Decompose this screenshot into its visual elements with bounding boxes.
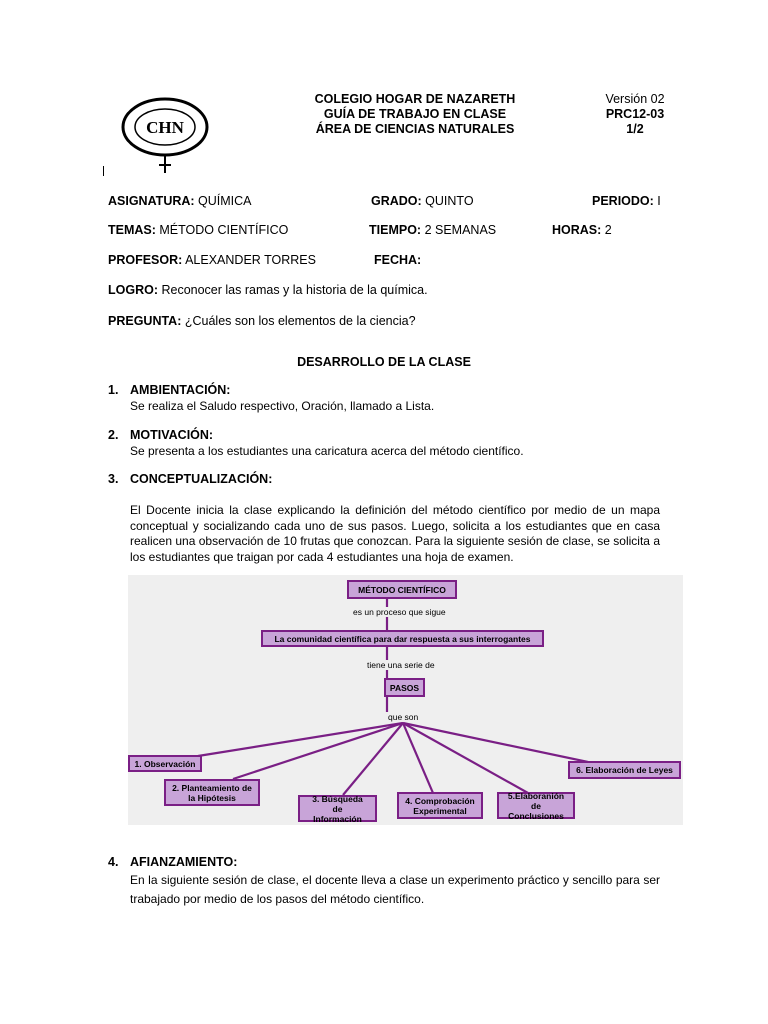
section-4-title: AFIANZAMIENTO:	[130, 855, 238, 869]
concept-map	[128, 575, 683, 825]
section-3-title: CONCEPTUALIZACIÓN:	[130, 472, 273, 486]
map-step-5: 5.Elaboranión de Conclusiones	[497, 792, 575, 819]
periodo-row	[592, 194, 661, 208]
section-3-text: El Docente inicia la clase explicando la definición del método científico por medio de un mapa conceptual y socializando cada uno de sus pasos. Luego, solicita a los estudiantes que en casa realicen una observación de 10 frutas que conozcan. Para la siguiente sesión de clase, se solicita a los estudiantes que traigan por cada 4 estudiantes una hoja de examen.	[130, 503, 660, 564]
school-name: COLEGIO HOGAR DE NAZARETH	[314, 92, 516, 106]
temas-label: TEMAS:	[108, 223, 156, 237]
temas-row	[108, 223, 288, 237]
profesor-value: ALEXANDER TORRES	[182, 253, 316, 267]
guide-title: GUÍA DE TRABAJO EN CLASE	[323, 107, 507, 121]
section-1-title: AMBIENTACIÓN:	[130, 383, 231, 397]
map-community-node: La comunidad científica para dar respuesta a sus interrogantes	[261, 630, 544, 647]
logro-label: LOGRO:	[108, 283, 158, 297]
asignatura-value: QUÍMICA	[194, 194, 252, 208]
desarrollo-title: DESARROLLO DE LA CLASE	[297, 355, 471, 369]
pregunta-value: ¿Cuáles son los elementos de la ciencia?	[181, 314, 416, 328]
map-root-node: MÉTODO CIENTÍFICO	[347, 580, 457, 599]
map-link-1: es un proceso que sigue	[350, 607, 449, 617]
tiempo-value: 2 SEMANAS	[421, 223, 497, 237]
profesor-row	[108, 253, 316, 267]
version: Versión 02	[605, 92, 665, 106]
page-number: 1/2	[626, 122, 644, 136]
map-step-3: 3. Búsqueda de Información	[298, 795, 377, 822]
logro-row	[108, 283, 428, 297]
pregunta-label: PREGUNTA:	[108, 314, 182, 328]
map-pasos-node: PASOS	[384, 678, 425, 697]
tiempo-label: TIEMPO:	[369, 223, 422, 237]
map-link-3: que son	[385, 712, 421, 722]
grado-label: GRADO:	[371, 194, 422, 208]
section-3-number: 3.	[108, 472, 119, 486]
horas-value: 2	[601, 223, 612, 237]
school-logo	[118, 95, 213, 175]
map-step-1: 1. Observación	[128, 755, 202, 772]
fecha-label: FECHA:	[374, 253, 422, 267]
asignatura-label: ASIGNATURA:	[108, 194, 195, 208]
periodo-value: I	[653, 194, 661, 208]
map-step-6: 6. Elaboración de Leyes	[568, 761, 681, 779]
section-2-number: 2.	[108, 428, 119, 442]
profesor-label: PROFESOR:	[108, 253, 183, 267]
map-step-4: 4. Comprobación Experimental	[397, 792, 483, 819]
logo-initials: CHN	[146, 118, 184, 137]
periodo-label: PERIODO:	[592, 194, 654, 208]
section-4-number: 4.	[108, 855, 119, 869]
section-4-text: En la siguiente sesión de clase, el docente lleva a clase un experimento práctico y sencillo para ser trabajado por medio de los pasos del método científico.	[130, 873, 660, 906]
grado-row	[371, 194, 474, 208]
temas-value: MÉTODO CIENTÍFICO	[155, 223, 289, 237]
section-2-text: Se presenta a los estudiantes una caricatura acerca del método científico.	[130, 444, 524, 458]
section-2-title: MOTIVACIÓN:	[130, 428, 214, 442]
horas-label: HORAS:	[552, 223, 602, 237]
map-link-2: tiene una serie de	[364, 660, 438, 670]
margin-mark	[103, 166, 104, 176]
doc-code: PRC12-03	[605, 107, 665, 121]
logro-value: Reconocer las ramas y la historia de la química.	[158, 283, 428, 297]
asignatura-row	[108, 194, 252, 208]
tiempo-row	[369, 223, 496, 237]
horas-row	[552, 223, 612, 237]
section-1-number: 1.	[108, 383, 119, 397]
section-1-text: Se realiza el Saludo respectivo, Oración, llamado a Lista.	[130, 399, 435, 413]
grado-value: QUINTO	[421, 194, 474, 208]
pregunta-row	[108, 314, 416, 328]
area-title: ÁREA DE CIENCIAS NATURALES	[315, 122, 515, 136]
map-step-2: 2. Planteamiento de la Hipótesis	[164, 779, 260, 806]
